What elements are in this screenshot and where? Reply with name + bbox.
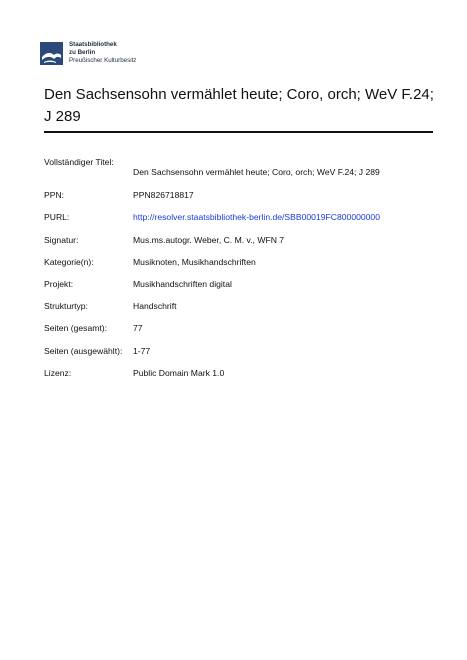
metadata-label: Signatur: [44,235,79,245]
metadata-value: Den Sachsensohn vermählet heute; Coro, orch; WeV F.24; J 289 [133,167,380,177]
logo-line-2: zu Berlin [69,49,96,56]
logo-text [69,41,136,65]
document-title: Den Sachsensohn vermählet heute; Coro, orch; WeV F.24; J 289 [44,86,434,125]
metadata-label: PPN: [44,190,65,200]
metadata-value: 1-77 [133,346,151,356]
metadata-value: Mus.ms.autogr. Weber, C. M. v., WFN 7 [133,235,285,245]
metadata-value: Musikhandschriften digital [133,279,232,289]
metadata-label: Lizenz: [44,368,72,378]
metadata-label: Kategorie(n): [44,257,94,267]
staatsbibliothek-logo [40,40,170,66]
logo-line-3: Preußischer Kulturbesitz [69,57,137,64]
metadata-value: 77 [133,323,143,333]
logo-line-1: Staatsbibliothek [69,41,117,48]
metadata-label: Seiten (ausgewählt): [44,346,123,356]
metadata-label: Seiten (gesamt): [44,323,108,333]
metadata-label: PURL: [44,212,70,222]
eagle-logo-icon [40,42,63,65]
metadata-value: Musiknoten, Musikhandschriften [133,257,256,267]
metadata-label: Strukturtyp: [44,301,88,311]
metadata-value: Handschrift [133,301,177,311]
title-divider [44,131,433,133]
metadata-value: Public Domain Mark 1.0 [133,368,225,378]
metadata-label: Projekt: [44,279,74,289]
purl-link[interactable]: http://resolver.staatsbibliothek-berlin.de/SBB00019FC800000000 [133,212,380,222]
metadata-label: Vollständiger Titel: [44,157,114,167]
metadata-value: PPN826718817 [133,190,194,200]
